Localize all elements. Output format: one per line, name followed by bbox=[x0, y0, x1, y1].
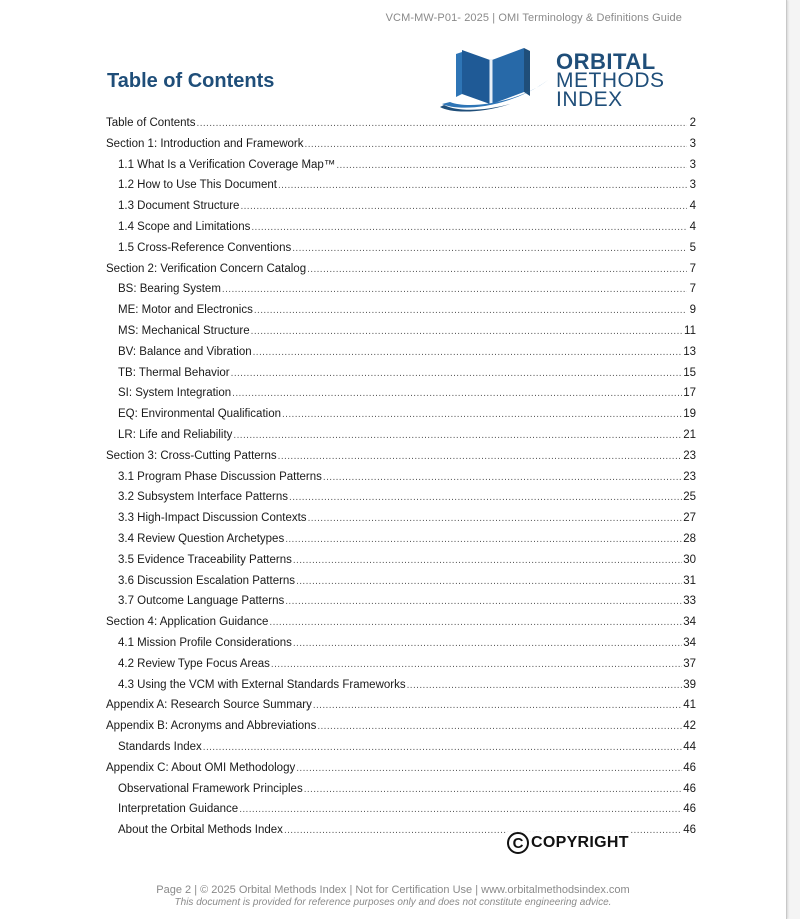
toc-dot-leader bbox=[308, 513, 683, 524]
toc-dot-leader bbox=[296, 576, 682, 587]
toc-entry-page-number[interactable]: 34 bbox=[683, 636, 696, 649]
toc-entry-label[interactable]: 1.1 What Is a Verification Coverage Map™ bbox=[118, 158, 336, 171]
toc-entry-page-number[interactable]: 44 bbox=[683, 740, 696, 753]
toc-entry-page-number[interactable]: 17 bbox=[683, 387, 696, 400]
toc-entry-page-number[interactable]: 46 bbox=[683, 803, 696, 816]
footer-disclaimer: This document is provided for reference purposes only and does not constitute engineering advice. bbox=[174, 897, 612, 908]
toc-entry[interactable] bbox=[106, 117, 696, 138]
toc-entry-label[interactable]: 1.4 Scope and Limitations bbox=[118, 220, 251, 233]
toc-dot-leader bbox=[251, 222, 687, 233]
toc-entry[interactable] bbox=[106, 512, 696, 533]
toc-dot-leader bbox=[317, 721, 682, 732]
toc-entry[interactable] bbox=[106, 283, 696, 304]
copyright-stamp-text: COPYRIGHT bbox=[531, 834, 629, 851]
toc-entry-label[interactable]: LR: Life and Reliability bbox=[118, 428, 233, 441]
logo-wordmark-line1: ORBITAL bbox=[556, 49, 656, 74]
toc-entry-page-number[interactable]: 7 bbox=[689, 283, 696, 296]
toc-dot-leader bbox=[282, 409, 682, 420]
toc-dot-leader bbox=[278, 451, 683, 462]
toc-entry-page-number[interactable]: 5 bbox=[689, 241, 696, 254]
toc-entry-page-number[interactable]: 46 bbox=[683, 824, 696, 837]
toc-entry-label[interactable]: 4.1 Mission Profile Considerations bbox=[118, 636, 292, 649]
toc-entry-page-number[interactable]: 33 bbox=[683, 595, 696, 608]
toc-entry-label[interactable]: 1.2 How to Use This Document bbox=[118, 179, 277, 192]
book-orbit-icon bbox=[440, 44, 555, 114]
toc-entry-page-number[interactable]: 30 bbox=[683, 553, 696, 566]
toc-entry[interactable] bbox=[106, 242, 696, 263]
toc-entry-label[interactable]: Section 4: Application Guidance bbox=[106, 616, 269, 629]
toc-entry-page-number[interactable]: 9 bbox=[689, 304, 696, 317]
toc-entry[interactable] bbox=[106, 367, 696, 388]
toc-entry-label[interactable]: EQ: Environmental Qualification bbox=[118, 408, 281, 421]
toc-entry-label[interactable]: 1.5 Cross-Reference Conventions bbox=[118, 241, 292, 254]
toc-entry-page-number[interactable]: 3 bbox=[689, 137, 696, 150]
toc-dot-leader bbox=[271, 659, 682, 670]
toc-entry[interactable] bbox=[106, 304, 696, 325]
toc-entry[interactable] bbox=[106, 408, 696, 429]
toc-entry[interactable] bbox=[106, 450, 696, 471]
toc-dot-leader bbox=[278, 180, 687, 191]
toc-dot-leader bbox=[304, 784, 683, 795]
toc-entry-page-number[interactable]: 4 bbox=[689, 220, 696, 233]
toc-entry-page-number[interactable]: 23 bbox=[683, 449, 696, 462]
toc-entry-label[interactable]: Standards Index bbox=[118, 740, 202, 753]
toc-entry-label[interactable]: 3.7 Outcome Language Patterns bbox=[118, 595, 285, 608]
toc-entry-label[interactable]: BV: Balance and Vibration bbox=[118, 345, 252, 358]
toc-entry[interactable] bbox=[106, 179, 696, 200]
logo-wordmark-line2: METHODS bbox=[556, 69, 665, 92]
toc-entry-label[interactable]: SI: System Integration bbox=[118, 387, 232, 400]
toc-dot-leader bbox=[307, 264, 687, 275]
toc-entry[interactable] bbox=[106, 221, 696, 242]
toc-entry-label[interactable]: 1.3 Document Structure bbox=[118, 200, 240, 213]
toc-entry-label[interactable]: Interpretation Guidance bbox=[118, 803, 239, 816]
logo-wordmark-line3: INDEX bbox=[556, 88, 623, 111]
toc-dot-leader bbox=[269, 617, 682, 628]
toc-entry-page-number[interactable]: 7 bbox=[689, 262, 696, 275]
toc-entry-page-number[interactable]: 23 bbox=[683, 470, 696, 483]
copyright-stamp bbox=[507, 832, 631, 854]
toc-entry[interactable] bbox=[106, 346, 696, 367]
toc-entry[interactable] bbox=[106, 159, 696, 180]
toc-entry[interactable] bbox=[106, 741, 696, 762]
toc-entry[interactable] bbox=[106, 554, 696, 575]
toc-entry[interactable] bbox=[106, 533, 696, 554]
toc-entry-page-number[interactable]: 46 bbox=[683, 761, 696, 774]
toc-dot-leader bbox=[254, 305, 687, 316]
toc-entry-page-number[interactable]: 41 bbox=[683, 699, 696, 712]
toc-entry-page-number[interactable]: 42 bbox=[683, 720, 696, 733]
toc-dot-leader bbox=[232, 388, 682, 399]
toc-entry[interactable] bbox=[106, 491, 696, 512]
toc-entry-page-number[interactable]: 3 bbox=[689, 158, 696, 171]
toc-entry-label[interactable]: 3.2 Subsystem Interface Patterns bbox=[118, 491, 289, 504]
toc-entry-page-number[interactable]: 11 bbox=[684, 324, 696, 337]
toc-dot-leader bbox=[253, 347, 683, 358]
toc-dot-leader bbox=[233, 430, 682, 441]
toc-dot-leader bbox=[292, 243, 687, 254]
toc-entry-label[interactable]: Appendix B: Acronyms and Abbreviations bbox=[106, 720, 317, 733]
toc-entry[interactable] bbox=[106, 699, 696, 720]
toc-entry-page-number[interactable]: 13 bbox=[683, 345, 696, 358]
toc-dot-leader bbox=[293, 555, 682, 566]
toc-dot-leader bbox=[305, 139, 687, 150]
toc-entry-label[interactable]: BS: Bearing System bbox=[118, 283, 221, 296]
toc-dot-leader bbox=[240, 201, 687, 212]
toc-entry[interactable] bbox=[106, 429, 696, 450]
toc-dot-leader bbox=[222, 284, 687, 295]
toc-entry-page-number[interactable]: 25 bbox=[683, 491, 696, 504]
toc-entry-label[interactable]: TB: Thermal Behavior bbox=[118, 366, 230, 379]
toc-entry-label[interactable]: Section 1: Introduction and Framework bbox=[106, 137, 304, 150]
toc-entry[interactable] bbox=[106, 325, 696, 346]
toc-entry[interactable] bbox=[106, 762, 696, 783]
toc-entry-label[interactable]: Observational Framework Principles bbox=[118, 782, 303, 795]
toc-dot-leader bbox=[231, 368, 683, 379]
toc-entry-label[interactable]: 3.5 Evidence Traceability Patterns bbox=[118, 553, 292, 566]
toc-entry[interactable] bbox=[106, 720, 696, 741]
toc-entry[interactable] bbox=[106, 200, 696, 221]
toc-entry[interactable] bbox=[106, 471, 696, 492]
toc-entry-page-number[interactable]: 34 bbox=[683, 616, 696, 629]
toc-entry-label[interactable]: Appendix C: About OMI Methodology bbox=[106, 761, 296, 774]
toc-entry-label[interactable]: 4.3 Using the VCM with External Standards Frameworks bbox=[118, 678, 406, 691]
toc-dot-leader bbox=[285, 596, 682, 607]
toc-entry-page-number[interactable]: 46 bbox=[683, 782, 696, 795]
toc-dot-leader bbox=[296, 763, 682, 774]
copyright-icon: C bbox=[507, 832, 529, 854]
toc-dot-leader bbox=[251, 326, 683, 337]
toc-entry-page-number[interactable]: 28 bbox=[683, 532, 696, 545]
toc-entry[interactable] bbox=[106, 658, 696, 679]
toc-dot-leader bbox=[336, 160, 687, 171]
toc-entry[interactable] bbox=[106, 783, 696, 804]
toc-entry-label[interactable]: 3.3 High-Impact Discussion Contexts bbox=[118, 512, 307, 525]
toc-entry-label[interactable]: 3.1 Program Phase Discussion Patterns bbox=[118, 470, 322, 483]
toc-entry-label[interactable]: Section 3: Cross-Cutting Patterns bbox=[106, 449, 277, 462]
table-of-contents bbox=[106, 117, 696, 845]
toc-entry[interactable] bbox=[106, 263, 696, 284]
toc-entry[interactable] bbox=[106, 616, 696, 637]
toc-dot-leader bbox=[313, 700, 682, 711]
toc-entry[interactable] bbox=[106, 138, 696, 159]
toc-entry-label[interactable]: 4.2 Review Type Focus Areas bbox=[118, 657, 270, 670]
toc-entry-page-number[interactable]: 15 bbox=[683, 366, 696, 379]
footer-line: Page 2 | © 2025 Orbital Methods Index | Not for Certification Use | www.orbitalmethodsindex.com bbox=[156, 884, 630, 896]
toc-entry-page-number[interactable]: 3 bbox=[689, 179, 696, 192]
toc-entry-label[interactable]: ME: Motor and Electronics bbox=[118, 304, 253, 317]
toc-entry-label[interactable]: About the Orbital Methods Index bbox=[118, 824, 283, 837]
toc-entry-label[interactable]: Appendix A: Research Source Summary bbox=[106, 699, 312, 712]
toc-entry[interactable] bbox=[106, 803, 696, 824]
toc-entry-page-number[interactable]: 39 bbox=[683, 678, 696, 691]
toc-dot-leader bbox=[323, 472, 682, 483]
toc-dot-leader bbox=[289, 492, 682, 503]
toc-dot-leader bbox=[285, 534, 682, 545]
toc-entry-page-number[interactable]: 21 bbox=[683, 428, 696, 441]
toc-entry-label[interactable]: MS: Mechanical Structure bbox=[118, 324, 250, 337]
toc-entry-label[interactable]: Table of Contents bbox=[106, 117, 196, 129]
toc-dot-leader bbox=[239, 804, 682, 815]
toc-entry-label[interactable]: 3.4 Review Question Archetypes bbox=[118, 532, 285, 545]
toc-entry-label[interactable]: Section 2: Verification Concern Catalog bbox=[106, 262, 307, 275]
toc-dot-leader bbox=[407, 680, 683, 691]
toc-entry[interactable] bbox=[106, 387, 696, 408]
toc-entry-page-number[interactable]: 37 bbox=[683, 657, 696, 670]
toc-entry[interactable] bbox=[106, 595, 696, 616]
toc-entry-page-number[interactable]: 2 bbox=[689, 117, 696, 129]
logo bbox=[440, 44, 670, 114]
toc-entry-page-number[interactable]: 19 bbox=[683, 408, 696, 421]
toc-entry[interactable] bbox=[106, 637, 696, 658]
toc-entry-page-number[interactable]: 27 bbox=[683, 512, 696, 525]
page-title: Table of Contents bbox=[107, 70, 275, 92]
toc-entry-label[interactable]: 3.6 Discussion Escalation Patterns bbox=[118, 574, 296, 587]
toc-entry[interactable] bbox=[106, 679, 696, 700]
toc-dot-leader bbox=[293, 638, 682, 649]
toc-entry-page-number[interactable]: 4 bbox=[689, 200, 696, 213]
toc-entry[interactable] bbox=[106, 575, 696, 596]
running-header: VCM-MW-P01- 2025 | OMI Terminology & Definitions Guide bbox=[385, 12, 682, 24]
toc-dot-leader bbox=[203, 742, 682, 753]
toc-entry-page-number[interactable]: 31 bbox=[683, 574, 696, 587]
toc-dot-leader bbox=[197, 118, 687, 129]
